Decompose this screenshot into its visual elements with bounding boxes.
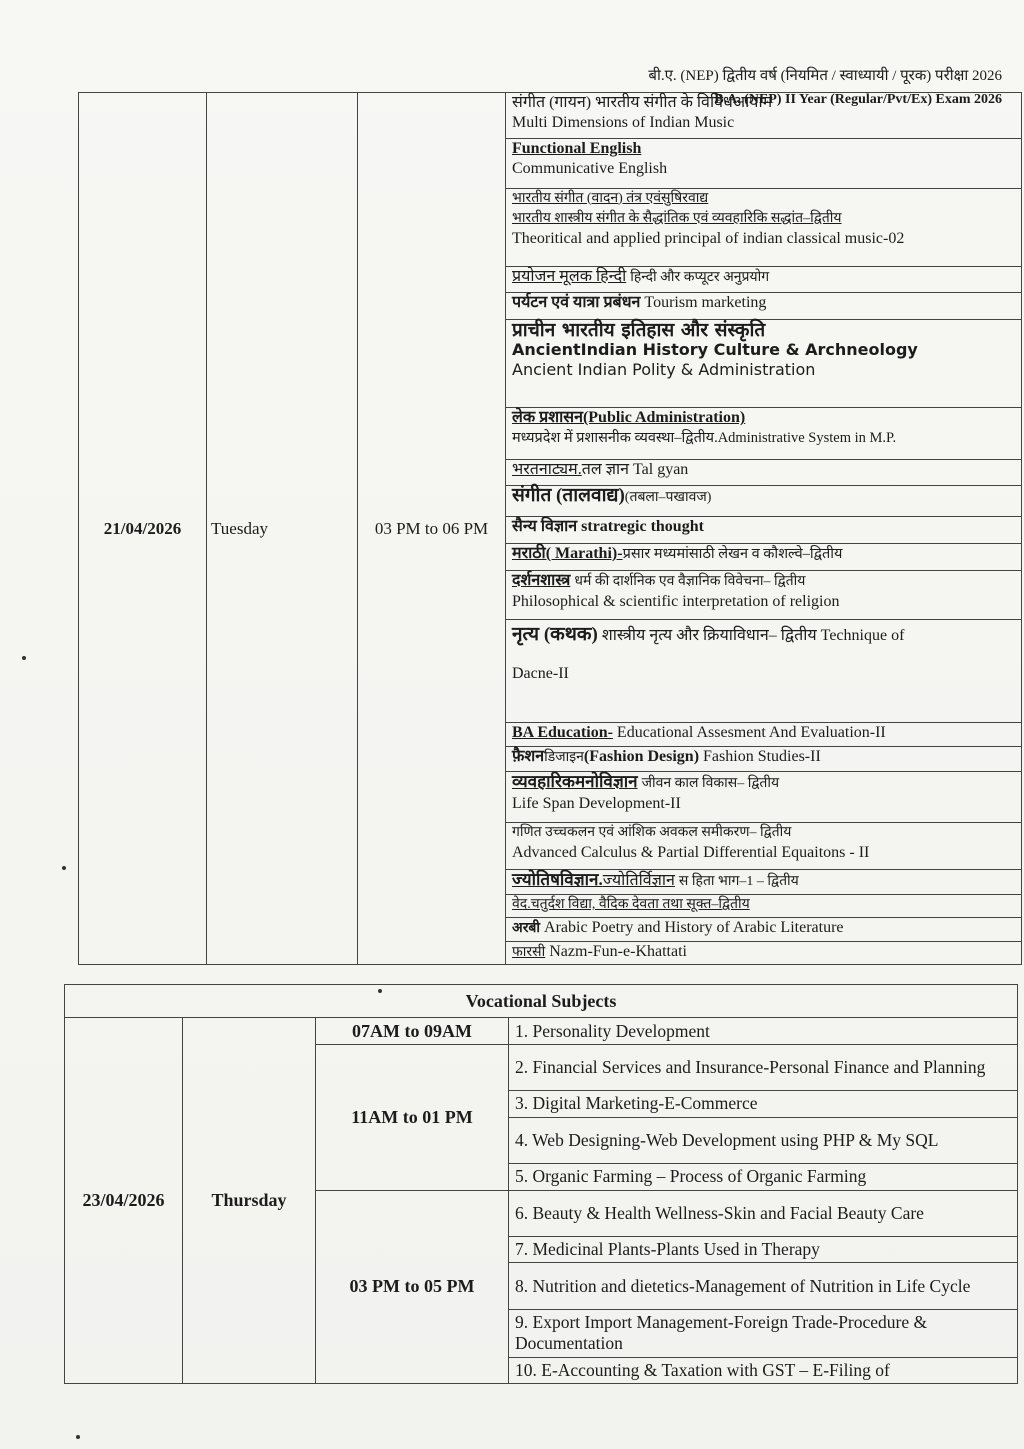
subject-paper: Educational Assesment And Evaluation-II — [616, 723, 886, 741]
subject-paper: Life Span Development-II — [512, 794, 681, 812]
subject-title: नृत्य (कथक) — [512, 623, 598, 645]
subject-title: संगीत (तालवाद्य) — [512, 485, 625, 507]
subject-paper: (तबला–पखावज) — [624, 490, 712, 506]
vocational-subject-item: 1. Personality Development — [509, 1018, 1018, 1044]
subject-paper-hindi: भारतीय शास्त्रीय संगीत के सैद्धांतिक एवं व्यवहारिकि सद्धांत–द्वितीय — [512, 210, 842, 226]
subject-title: लेक प्रशासन(Public Administration) — [512, 409, 746, 427]
subject-title: वेद.चतुर्दश विद्या, वैदिक देवता तथा सूक्त–द्वितीय — [512, 897, 750, 913]
subject-title: गणित उच्चकलन एवं आंशिक अवकल समीकरण– द्वितीय — [512, 825, 792, 841]
scan-speck — [62, 866, 66, 870]
subject-title: BA Education- — [512, 723, 613, 741]
subject-paper: Arabic Poetry and History of Arabic Literature — [544, 918, 844, 936]
subject-title: फारसी — [512, 945, 546, 961]
subject-hindi: संगीत (गायन) भारतीय संगीत के विविधआयाम — [512, 94, 773, 111]
subject-title: भरतनाट्यम. — [512, 460, 582, 478]
subject-title: Functional English — [512, 140, 642, 158]
subject-cell — [506, 570, 1022, 619]
subject-title: प्राचीन भारतीय इतिहास और संस्कृति — [512, 318, 766, 341]
subject-title: फ़ैशन — [512, 748, 545, 766]
vocational-subject-item: 8. Nutrition and dietetics-Management of Nutrition in Life Cycle — [509, 1263, 1018, 1310]
vocational-subject-item: 5. Organic Farming – Process of Organic Farming — [509, 1164, 1018, 1190]
subject-paper: Philosophical & scientific interpretation of religion — [512, 592, 840, 610]
subject-paper: स हिता भाग–1 – द्वितीय — [678, 874, 799, 890]
subject-cell — [506, 408, 1022, 459]
subject-english: Multi Dimensions of Indian Music — [512, 114, 735, 131]
subject-cell — [506, 543, 1022, 570]
schedule-table-session1 — [78, 92, 1022, 965]
exam-time-slot-3: 03 PM to 05 PM — [316, 1190, 509, 1383]
exam-time: 03 PM to 06 PM — [358, 93, 506, 965]
subject-cell — [506, 93, 1022, 139]
subject-paper: Advanced Calculus & Partial Differential Equaitons - II — [512, 844, 870, 862]
subject-paper-cont: Dacne-II — [512, 664, 569, 682]
header-english: B.A. (NEP) II Year (Regular/Pvt/Ex) Exam 2026 — [714, 92, 1002, 107]
subject-paper: प्रसार मध्यमांसाठी लेखन व कौशल्वे–द्वितीय — [622, 545, 843, 562]
subject-cell — [506, 139, 1022, 188]
subject-cell — [506, 823, 1022, 870]
vocational-subject-item: 3. Digital Marketing-E-Commerce — [509, 1091, 1018, 1117]
subject-title: ज्योतिषविज्ञान. — [512, 870, 603, 890]
subject-cell — [506, 722, 1022, 747]
vocational-subject-item: 2. Financial Services and Insurance-Personal Finance and Planning — [509, 1044, 1018, 1091]
table-row — [79, 93, 1022, 139]
vocational-subject-item: 7. Medicinal Plants-Plants Used in Therapy — [509, 1237, 1018, 1263]
subject-title: पर्यटन एवं यात्रा प्रबंधन — [512, 294, 641, 312]
scan-speck — [378, 989, 382, 993]
subject-paper: Ancient Indian Polity & Administration — [512, 359, 816, 379]
subject-cell — [506, 917, 1022, 942]
vocational-subject-item: 6. Beauty & Health Wellness-Skin and Facial Beauty Care — [509, 1190, 1018, 1237]
subject-paper-hindi: जीवन काल विकास– द्वितीय — [641, 775, 780, 791]
subject-cell — [506, 771, 1022, 822]
subject-title: दर्शनशास्त्र — [512, 571, 571, 589]
table-header-row — [65, 985, 1018, 1018]
subject-paper: Tourism marketing — [644, 294, 767, 312]
subject-cell — [506, 459, 1022, 486]
subject-cell — [506, 293, 1022, 320]
subject-paper-hindi: धर्म की दार्शनिक एव वैज्ञानिक विवेचना– द्वितीय — [574, 573, 806, 589]
subject-paper: तल ज्ञान Tal gyan — [581, 460, 689, 478]
table-row — [65, 1018, 1018, 1044]
vocational-subject-item: 4. Web Designing-Web Development using PHP & My SQL — [509, 1117, 1018, 1164]
subject-title: भारतीय संगीत (वादन) तंत्र एवंसुषिरवाद्य — [512, 190, 709, 206]
subject-cell — [506, 486, 1022, 517]
subject-title-hindi: डिजाइन — [544, 750, 584, 766]
vocational-heading: Vocational Subjects — [65, 985, 1018, 1018]
subject-paper: Fashion Studies-II — [703, 748, 821, 766]
vocational-subjects-table — [64, 984, 1018, 1384]
subject-paper: Communicative English — [512, 160, 668, 178]
subject-cell — [506, 895, 1022, 918]
subject-paper: मध्यप्रदेश में प्रशासनीक व्यवस्था–द्वितीय.Administrative System in M.P. — [512, 430, 897, 447]
subject-title: प्रयोजन मूलक हिन्दी — [512, 267, 627, 285]
subject-title-hindi: ज्योतिर्विज्ञान — [602, 872, 675, 890]
scan-speck — [22, 656, 26, 660]
subject-paper: Theoritical and applied principal of indian classical music-02 — [512, 229, 905, 247]
subject-title-english: (Fashion Design) — [583, 748, 700, 766]
subject-cell — [506, 870, 1022, 895]
exam-day: Tuesday — [207, 93, 358, 965]
vocational-subject-item: 10. E-Accounting & Taxation with GST – E-Filing of — [509, 1357, 1018, 1383]
subject-paper: हिन्दी और कप्यूटर अनुप्रयोग — [630, 269, 770, 285]
exam-time-slot-2: 11AM to 01 PM — [316, 1044, 509, 1190]
subject-title: अरबी — [512, 920, 541, 936]
exam-date: 23/04/2026 — [65, 1018, 183, 1384]
subject-cell — [506, 266, 1022, 293]
exam-date: 21/04/2026 — [79, 93, 207, 965]
subject-paper: Nazm-Fun-e-Khattati — [549, 943, 687, 961]
subject-cell — [506, 747, 1022, 772]
subject-cell — [506, 619, 1022, 722]
subject-title: व्यवहारिकमनोविज्ञान — [512, 771, 638, 791]
subject-english-title: AncientIndian History Culture & Archneology — [512, 339, 918, 359]
scan-speck — [76, 1435, 80, 1439]
header-hindi: बी.ए. (NEP) द्वितीय वर्ष (नियमित / स्वाध्यायी / पूरक) परीक्षा 2026 — [648, 68, 1002, 84]
exam-day: Thursday — [183, 1018, 316, 1384]
subject-cell — [506, 188, 1022, 266]
subject-cell — [506, 942, 1022, 965]
exam-time-slot-1: 07AM to 09AM — [316, 1018, 509, 1044]
vocational-subject-item: 9. Export Import Management-Foreign Trade-Procedure & Documentation — [509, 1310, 1018, 1358]
subject-paper: शास्त्रीय नृत्य और क्रियाविधान– द्वितीय Technique of — [601, 626, 905, 644]
subject-title: सैन्य विज्ञान stratregic thought — [512, 518, 704, 536]
subject-cell — [506, 319, 1022, 407]
subject-title: मराठी( Marathi)- — [512, 544, 623, 562]
subject-cell — [506, 517, 1022, 544]
